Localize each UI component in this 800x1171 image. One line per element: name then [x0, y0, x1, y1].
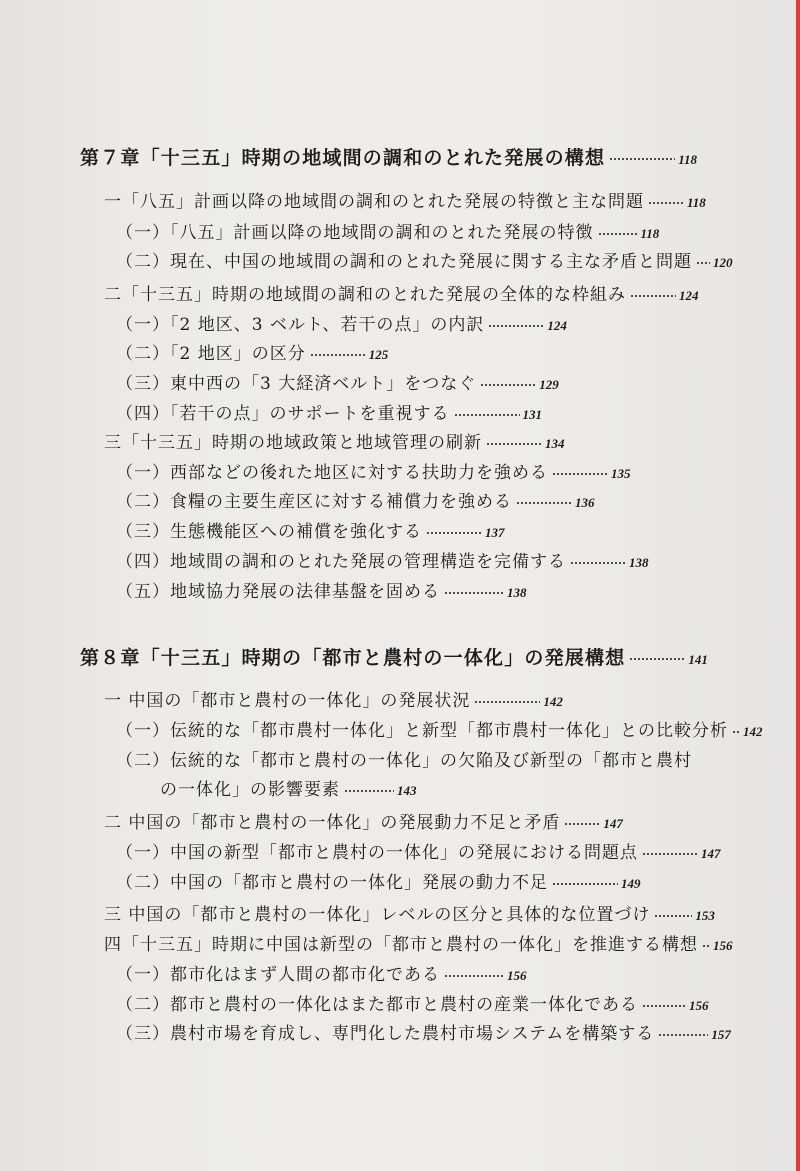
leader-dots — [648, 202, 684, 204]
toc-entry-text: （一）伝統的な「都市農村一体化」と新型「都市農村一体化」との比較分析 — [116, 721, 728, 741]
toc-subsection — [116, 250, 733, 275]
leader-dots — [426, 532, 482, 534]
toc-page-number: 147 — [603, 816, 623, 831]
toc-chapter-8 — [80, 646, 708, 672]
toc-chapter-7 — [80, 146, 697, 172]
toc-subsection — [116, 221, 659, 246]
toc-page-number: 129 — [539, 377, 559, 392]
leader-dots — [658, 1034, 708, 1036]
toc-page-number: 124 — [547, 318, 567, 333]
toc-entry-text: （二）都市と農村の一体化はまた都市と農村の産業一体化である — [116, 995, 638, 1015]
toc-section — [104, 190, 706, 215]
toc-entry-text: （三）東中西の「3 大経済ベルト」をつなぐ — [116, 374, 477, 394]
toc-subsection — [116, 490, 595, 515]
leader-dots — [696, 262, 710, 264]
toc-page-number: 125 — [368, 347, 389, 362]
leader-dots — [629, 658, 685, 660]
toc-section — [104, 431, 565, 456]
leader-dots — [654, 915, 692, 917]
toc-section — [104, 811, 623, 836]
toc-page-number: 118 — [678, 152, 697, 167]
toc-entry-text: （二）「2 地区」の区分 — [116, 344, 306, 364]
toc-entry-text: 三「十三五」時期の地域政策と地域管理の刷新 — [104, 433, 482, 453]
toc-entry-text: （一）「八五」計画以降の地域間の調和のとれた発展の特徴 — [116, 223, 594, 243]
toc-subsection — [116, 580, 527, 605]
toc-entry-text: 二「十三五」時期の地域間の調和のとれた発展の全体的な枠組み — [104, 285, 626, 305]
toc-page-number: 141 — [688, 652, 708, 667]
toc-entry-text: 第７章「十三五」時期の地域間の調和のとれた発展の構想 — [80, 147, 606, 169]
toc-page-number: 143 — [397, 783, 417, 798]
toc-page-number: 142 — [543, 694, 563, 709]
toc-page-number: 156 — [689, 998, 709, 1013]
leader-dots — [480, 384, 536, 386]
toc-entry-text: （一）西部などの後れた地区に対する扶助力を強める — [116, 463, 548, 483]
toc-page-number: 138 — [629, 555, 649, 570]
toc-subsection — [116, 871, 641, 896]
toc-page-number: 157 — [711, 1027, 731, 1042]
toc-page-number: 156 — [713, 938, 733, 953]
toc-entry-text: （一）中国の新型「都市と農村の一体化」の発展における問題点 — [116, 843, 638, 863]
toc-subsection — [116, 313, 567, 338]
leader-dots — [702, 945, 710, 947]
toc-section — [104, 903, 715, 928]
leader-dots — [732, 731, 740, 733]
toc-page-number: 136 — [575, 495, 595, 510]
toc-subsection — [116, 993, 709, 1018]
leader-dots — [474, 701, 540, 703]
toc-subsection — [116, 719, 763, 744]
leader-dots — [310, 354, 366, 356]
toc-page-number: 147 — [701, 846, 721, 861]
toc-page-number: 118 — [640, 226, 660, 241]
toc-section — [104, 689, 563, 714]
toc-section — [104, 283, 699, 308]
toc-subsection — [116, 520, 505, 545]
toc-subsection — [116, 550, 649, 575]
toc-page-number: 149 — [621, 876, 641, 891]
toc-entry-text: 三 中国の「都市と農村の一体化」レベルの区分と具体的な位置づけ — [104, 905, 651, 925]
toc-page-number: 120 — [713, 255, 733, 270]
toc-entry-text: 四「十三五」時期に中国は新型の「都市と農村の一体化」を推進する構想 — [104, 935, 698, 955]
toc-subsection — [116, 402, 542, 427]
leader-dots — [516, 502, 572, 504]
toc-entry-text: （一）「2 地区、3 ベルト、若干の点」の内訳 — [116, 315, 485, 335]
toc-page-number: 156 — [507, 968, 527, 983]
leader-dots — [609, 158, 675, 160]
toc-section — [104, 933, 733, 958]
toc-entry-text: （二）伝統的な「都市と農村の一体化」の欠陥及び新型の「都市と農村 — [116, 751, 692, 771]
leader-dots — [488, 325, 544, 327]
toc-page-number: 131 — [522, 407, 542, 422]
toc-entry-text: 一 中国の「都市と農村の一体化」の発展状況 — [104, 691, 471, 711]
toc-entry-text: の一体化」の影響要素 — [160, 780, 340, 800]
leader-dots — [642, 853, 698, 855]
toc-subsection — [116, 372, 559, 397]
toc-page-number: 134 — [545, 436, 565, 451]
toc-subsection — [116, 1022, 731, 1047]
toc-entry-text: （五）地域協力発展の法律基盤を固める — [116, 582, 440, 602]
leader-dots — [552, 473, 608, 475]
red-page-edge — [796, 0, 800, 1171]
leader-dots — [486, 443, 542, 445]
toc-entry-text: （二）中国の「都市と農村の一体化」発展の動力不足 — [116, 873, 548, 893]
toc-page-number: 137 — [485, 525, 505, 540]
toc-subsection — [116, 749, 692, 773]
toc-page-number: 118 — [687, 195, 706, 210]
toc-entry-text: （三）農村市場を育成し、専門化した農村市場システムを構築する — [116, 1024, 655, 1044]
leader-dots — [344, 790, 394, 792]
toc-entry-text: 一「八五」計画以降の地域間の調和のとれた発展の特徴と主な問題 — [104, 192, 644, 212]
toc-page-number: 135 — [611, 466, 631, 481]
toc-entry-text: 二 中国の「都市と農村の一体化」の発展動力不足と矛盾 — [104, 813, 561, 833]
toc-subsection — [116, 342, 388, 367]
toc-entry-text: （四）地域間の調和のとれた発展の管理構造を完備する — [116, 552, 566, 572]
leader-dots — [570, 562, 626, 564]
toc-entry-text: （二）現在、中国の地域間の調和のとれた発展に関する主な矛盾と問題 — [116, 252, 692, 272]
toc-subsection — [116, 461, 631, 486]
toc-entry-text: （四）「若干の点」のサポートを重視する — [116, 404, 450, 424]
leader-dots — [564, 823, 600, 825]
toc-entry-text: （三）生態機能区への補償を強化する — [116, 522, 422, 542]
leader-dots — [552, 883, 618, 885]
toc-entry-text: （一）都市化はまず人間の都市化である — [116, 965, 440, 985]
leader-dots — [444, 975, 504, 977]
toc-subsection — [116, 963, 527, 988]
toc-subsection-continued — [160, 778, 417, 803]
toc-entry-text: 第８章「十三五」時期の「都市と農村の一体化」の発展構想 — [80, 647, 626, 669]
toc-subsection — [116, 841, 721, 866]
toc-page-number: 142 — [743, 724, 763, 739]
toc-entry-text: （二）食糧の主要生産区に対する補償力を強める — [116, 492, 512, 512]
toc-page-number: 138 — [507, 585, 527, 600]
toc-page-number: 124 — [679, 288, 699, 303]
leader-dots — [444, 592, 504, 594]
leader-dots — [642, 1005, 686, 1007]
toc-page-number: 153 — [695, 908, 715, 923]
leader-dots — [630, 295, 676, 297]
leader-dots — [598, 233, 638, 235]
leader-dots — [454, 414, 520, 416]
